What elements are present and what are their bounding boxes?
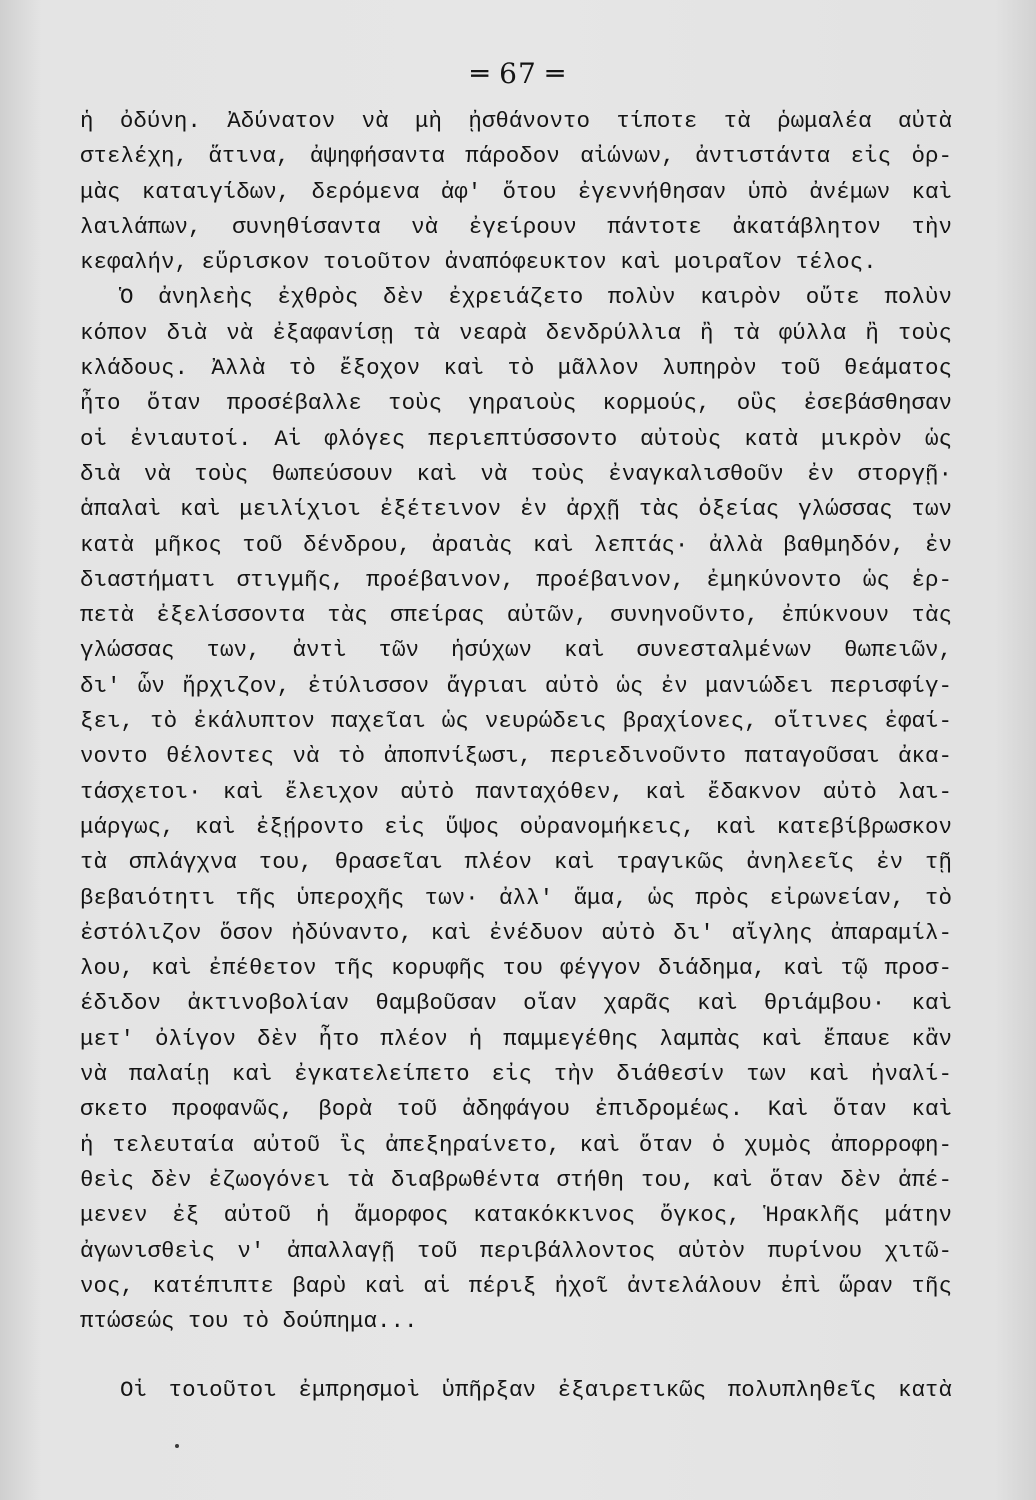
- text-line: λαιλάπων, συνηθίσαντα νὰ ἐγείρουν πάντοτε ἀκατάβλητον τὴν: [80, 213, 952, 240]
- text-line: λου, καὶ ἐπέθετον τῆς κορυφῆς του φέγγον διάδημα, καὶ τῷ προσ-: [80, 955, 952, 982]
- text-line: νοντο θέλοντες νὰ τὸ ἀποπνίξωσι, περιεδινοῦντο παταγοῦσαι ἀκα-: [80, 743, 952, 770]
- text-line: μετ' ὀλίγον δὲν ἦτο πλέον ἡ παμμεγέθης λαμπὰς καὶ ἔπαυε κἂν: [80, 1025, 952, 1052]
- text-line: νος, κατέπιπτε βαρὺ καὶ αἱ πέριξ ἠχοῖ ἀντελάλουν ἐπὶ ὥραν τῆς: [80, 1272, 952, 1299]
- text-line: πτώσεώς του τὸ δούπημα...: [80, 1308, 418, 1335]
- text-line: ἦτο ὅταν προσέβαλλε τοὺς γηραιοὺς κορμούς, οὓς ἐσεβάσθησαν: [80, 390, 952, 417]
- ink-speck: [175, 1444, 179, 1448]
- text-line: ἀγωνισθεὶς ν' ἀπαλλαγῇ τοῦ περιβάλλοντος αὐτὸν πυρίνου χιτῶ-: [80, 1237, 952, 1264]
- text-line: διὰ νὰ τοὺς θωπεύσουν καὶ νὰ τοὺς ἐναγκαλισθοῦν ἐν στοργῇ·: [80, 460, 952, 487]
- text-line: πετὰ ἐξελίσσοντα τὰς σπείρας αὐτῶν, συνηνοῦντο, ἐπύκνουν τὰς: [80, 602, 952, 629]
- text-line: δι' ὧν ἤρχιζον, ἐτύλισσον ἄγριαι αὐτὸ ὡς ἐν μανιώδει περισφίγ-: [80, 672, 952, 699]
- text-line: σκετο προφανῶς, βορὰ τοῦ ἀδηφάγου ἐπιδρομέως. Καὶ ὅταν καὶ: [80, 1096, 952, 1123]
- text-line: γλώσσας των, ἀντὶ τῶν ἡσύχων καὶ συνεσταλμένων θωπειῶν,: [80, 637, 952, 664]
- text-line: Οἱ τοιοῦτοι ἐμπρησμοὶ ὑπῆρξαν ἐξαιρετικῶς πολυπληθεῖς κατὰ: [120, 1377, 952, 1404]
- page-number: ═ 67 ═: [471, 57, 565, 90]
- text-line: νὰ παλαίῃ καὶ ἐγκατελείπετο εἰς τὴν διάθεσίν των καὶ ἠναλί-: [80, 1061, 952, 1088]
- text-line: ἡ ὀδύνη. Ἀδύνατον νὰ μὴ ᾐσθάνοντο τίποτε τὰ ῥωμαλέα αὐτὰ: [80, 108, 952, 134]
- text-line: ξει, τὸ ἐκάλυπτον παχεῖαι ὡς νευρώδεις βραχίονες, οἵτινες ἐφαί-: [80, 708, 952, 735]
- text-line: στελέχη, ἅτινα, ἀψηφήσαντα πάροδον αἰώνων, ἀντιστάντα εἰς ὁρ-: [80, 143, 952, 170]
- text-line: ἡ τελευταία αὐτοῦ ἲς ἀπεξηραίνετο, καὶ ὅταν ὁ χυμὸς ἀπορροφη-: [80, 1131, 952, 1158]
- text-line: κλάδους. Ἀλλὰ τὸ ἔξοχον καὶ τὸ μᾶλλον λυπηρὸν τοῦ θεάματος: [80, 355, 952, 382]
- text-line: θεὶς δὲν ἐζωογόνει τὰ διαβρωθέντα στήθη του, καὶ ὅταν δὲν ἀπέ-: [80, 1166, 952, 1193]
- text-line: τάσχετοι· καὶ ἔλειχον αὐτὸ πανταχόθεν, καὶ ἔδακνον αὐτὸ λαι-: [80, 778, 952, 805]
- text-line: κατὰ μῆκος τοῦ δένδρου, ἀραιὰς καὶ λεπτάς· ἀλλὰ βαθμηδόν, ἐν: [80, 531, 952, 558]
- text-line: διαστήματι στιγμῆς, προέβαινον, προέβαινον, ἐμηκύνοντο ὡς ἑρ-: [80, 566, 952, 593]
- text-line: Ὁ ἀνηλεὴς ἐχθρὸς δὲν ἐχρειάζετο πολὺν καιρὸν οὔτε πολὺν: [120, 284, 952, 311]
- text-line: ἐστόλιζον ὅσον ἠδύναντο, καὶ ἐνέδυον αὐτὸ δι' αἴγλης ἀπαραμίλ-: [80, 919, 952, 946]
- body-text: [80, 104, 952, 1409]
- text-line: μενεν ἐξ αὐτοῦ ἡ ἄμορφος κατακόκκινος ὄγκος, Ἡρακλῆς μάτην: [80, 1202, 952, 1229]
- text-line: κεφαλήν, εὕρισκον τοιοῦτον ἀναπόφευκτον καὶ μοιραῖον τέλος.: [80, 249, 877, 276]
- text-line: κόπον διὰ νὰ ἐξαφανίσῃ τὰ νεαρὰ δενδρύλλια ἢ τὰ φύλλα ἢ τοὺς: [80, 319, 952, 346]
- text-line: τὰ σπλάγχνα του, θρασεῖαι πλέον καὶ τραγικῶς ἀνηλεεῖς ἐν τῇ: [80, 849, 952, 876]
- text-line: μὰς καταιγίδων, δερόμενα ἀφ' ὅτου ἐγεννήθησαν ὑπὸ ἀνέμων καὶ: [80, 178, 952, 205]
- text-line: οἱ ἐνιαυτοί. Αἱ φλόγες περιεπτύσσοντο αὐτοὺς κατὰ μικρὸν ὡς: [80, 425, 952, 452]
- paragraph-gap: [80, 1339, 952, 1373]
- text-line: μάργως, καὶ ἐξῄροντο εἰς ὕψος οὐρανομήκεις, καὶ κατεβίβρωσκον: [80, 813, 952, 840]
- text-line: βεβαιότητι τῆς ὑπεροχῆς των· ἀλλ' ἅμα, ὡς πρὸς εἰρωνείαν, τὸ: [80, 884, 952, 911]
- text-line: έδιδον ἀκτινοβολίαν θαμβοῦσαν οἵαν χαρᾶς καὶ θριάμβου· καὶ: [80, 990, 952, 1017]
- text-line: ἁπαλαὶ καὶ μειλίχιοι ἐξέτεινον ἐν ἀρχῇ τὰς ὀξείας γλώσσας των: [80, 496, 952, 523]
